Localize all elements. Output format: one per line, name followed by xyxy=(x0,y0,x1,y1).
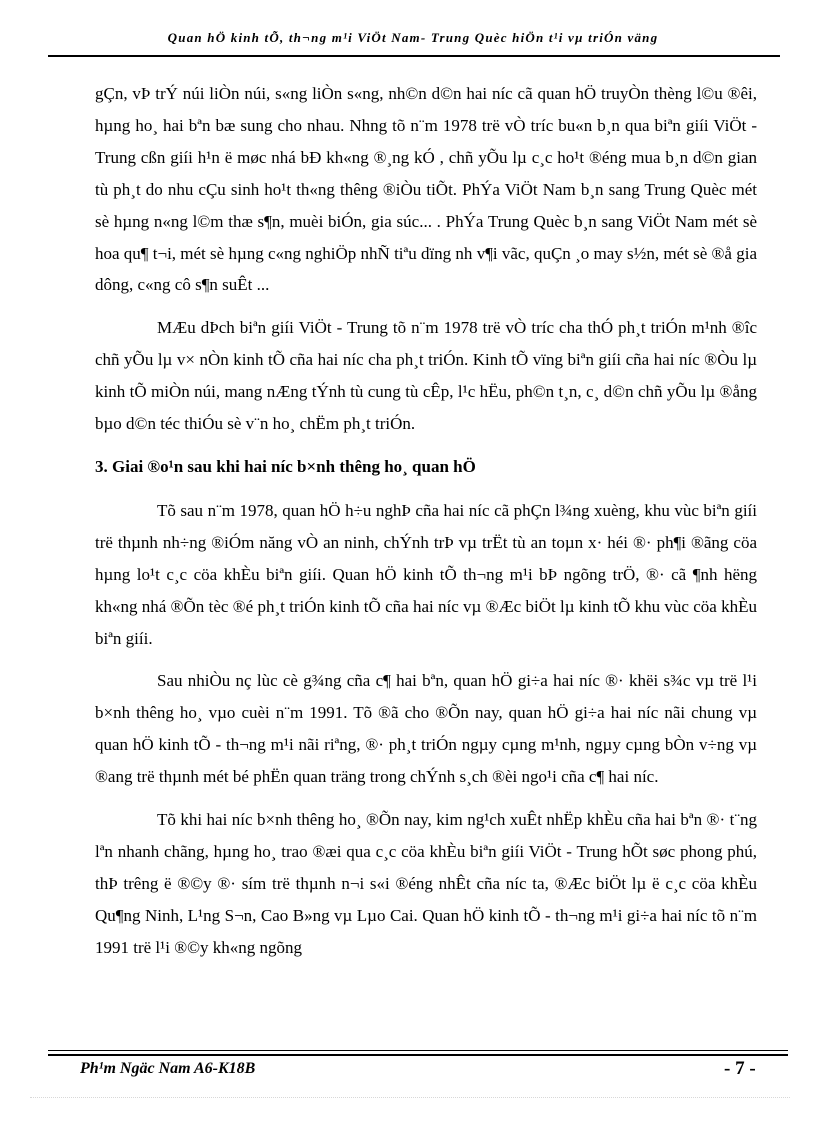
body-text xyxy=(95,78,757,975)
header-rule xyxy=(48,55,780,57)
paragraph-4: Sau nhiÒu nç lùc cè g¾ng cña c¶ hai bªn, quan hÖ gi÷a hai níc ®· khëi s¾c vµ trë l¹i b×nh thêng ho¸ vµo cuèi n¨m 1991. Tõ ®ã cho ®Õn nay, quan hÖ gi÷a hai níc nãi chung vµ quan hÖ kinh tÕ - th¬ng m¹i nãi riªng, ®· ph¸t triÓn ngµy cµng m¹nh, ngµy cµng bÒn v÷ng vµ ®ang trë thµnh mét bé phËn quan träng trong chÝnh s¸ch ®èi ngo¹i cña c¶ hai níc. xyxy=(95,671,757,787)
footer-rule-thick xyxy=(48,1054,788,1056)
running-header: Quan hÖ kinh tÕ, th¬ng m¹i ViÖt Nam- Trung Quèc hiÖn t¹i vµ triÓn väng xyxy=(167,30,659,45)
section-heading: 3. Giai ®o¹n sau khi hai níc b×nh thêng ho¸ quan hÖ xyxy=(95,456,476,476)
paragraph-5: Tõ khi hai níc b×nh thêng ho¸ ®Õn nay, kim ng¹ch xuÊt nhËp khÈu cña hai bªn ®· t¨ng lªn nhanh chãng, hµng ho¸ trao ®æi qua c¸c cöa khÈu biªn giíi ViÖt - Trung hÕt søc phong phú, thÞ trêng ë ®©y ®· sím trë thµnh n¬i s«i ®éng nhÊt cña níc ta, ®Æc biÖt lµ ë c¸c cöa khÈu Qu¶ng Ninh, L¹ng S¬n, Cao B»ng vµ Lµo Cai. Quan hÖ kinh tÕ - th¬ng m¹i gi÷a hai níc tõ n¨m 1991 trë l¹i ®©y kh«ng ngõng xyxy=(95,810,757,957)
paragraph-2: MÆu dÞch biªn giíi ViÖt - Trung tõ n¨m 1978 trë vÒ tríc cha thÓ ph¸t triÓn m¹nh ®îc chñ yÕu lµ v× nÒn kinh tÕ cña hai níc cha ph¸t triÓn. Kinh tÕ vïng biªn giíi cña hai níc ®Òu lµ kinh tÕ miÒn núi, mang nÆng tÝnh tù cung tù cÊp, l¹c hËu, ph©n t¸n, c¸ d©n chñ yÕu lµ ®ång bµo d©n téc thiÓu sè v¨n ho¸ chËm ph¸t triÓn. xyxy=(95,318,757,434)
paragraph-3: Tõ sau n¨m 1978, quan hÖ h÷u nghÞ cña hai níc cã phÇn l¾ng xuèng, khu vùc biªn giíi trë thµnh nh÷ng ®iÓm năng vÒ an ninh, chÝnh trÞ vµ trËt tù an toµn x· héi ®· ph¶i ®ãng cöa hµng lo¹t c¸c cöa khÈu biªn giíi. Quan hÖ kinh tÕ th¬ng m¹i bÞ ngõng trÖ, ®· cã ¶nh hëng kh«ng nhá ®Õn tèc ®é ph¸t triÓn kinh tÕ cña hai níc vµ ®Æc biÖt lµ kinh tÕ khu vùc cöa khÈu biªn giíi. xyxy=(95,500,757,648)
page-number: - 7 - xyxy=(724,1058,756,1079)
page-bottom-dotted-line xyxy=(30,1097,790,1098)
paragraph-1: gÇn, vÞ trÝ núi liÒn núi, s«ng liÒn s«ng, nh©n d©n hai níc cã quan hÖ truyÒn thèng l©u ®êi, hµng ho¸ hai bªn bæ sung cho nhau. Nhng tõ n¨m 1978 trë vÒ tríc bu«n b¸n qua biªn giíi ViÖt - Trung cßn giíi h¹n ë møc nhá bÐ kh«ng ®¸ng kÓ , chñ yÕu lµ c¸c ho¹t ®éng mua b¸n d©n gian tù ph¸t do nhu cÇu sinh ho¹t th«ng thêng ®iÒu tiÕt. PhÝa ViÖt Nam b¸n sang Trung Quèc mét sè hµng n«ng l©m thæ s¶n, muèi biÓn, gia súc... . PhÝa Trung Quèc b¸n sang ViÖt Nam mét sè hoa qu¶ t¬i, mét sè hµng c«ng nghiÖp nhÑ tiªu dïng nh v¶i vãc, quÇn ¸o may s½n, mét sè ®å gia dông, c«ng cô s¶n suÊt ... xyxy=(95,84,757,295)
footer-author: Ph¹m Ngäc Nam A6-K18B xyxy=(80,1060,256,1077)
footer-rule-thin xyxy=(48,1050,788,1051)
